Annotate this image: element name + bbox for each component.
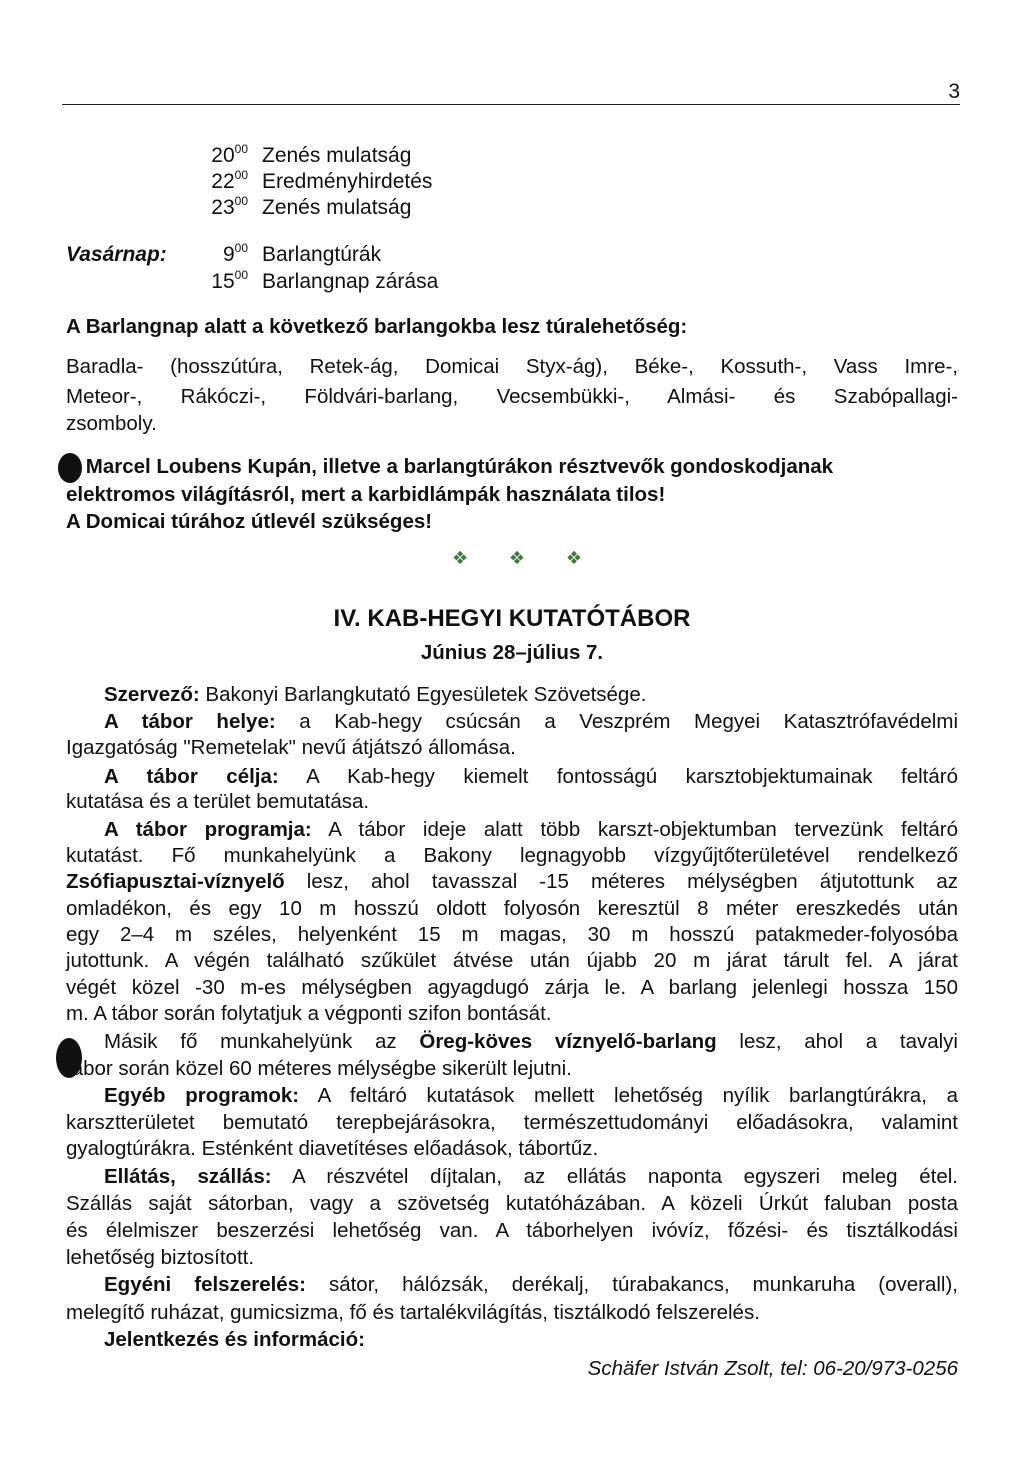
program-line: m. A tábor során folytatjuk a végponti szifon bontását. (66, 1002, 552, 1025)
program-line (66, 869, 958, 895)
schedule-label: Eredményhirdetés (262, 170, 433, 193)
program-label: A tábor programja: (104, 818, 312, 841)
organizer-label: Szervező: (104, 683, 200, 706)
organizer-line (104, 682, 958, 708)
goal-text: A Kab-hegy kiemelt fontosságú karsztobjektumainak feltáró (278, 765, 958, 788)
supply-line (104, 1164, 958, 1190)
other-programs-line: gyalogtúrákra. Esténként diavetítéses előadások, tábortűz. (66, 1137, 599, 1160)
sunday-label: Vasárnap: (66, 243, 167, 266)
schedule-minute: 00 (234, 268, 248, 282)
program-line: kutatást. Fő munkahelyünk a Bakony legnagyobb vízgyűjtőterületével rendelkező (66, 844, 958, 867)
schedule-label: Barlangnap zárása (262, 270, 439, 293)
schedule-label: Zenés mulatság (262, 144, 412, 167)
goal-line (104, 764, 958, 790)
other-programs-line: karsztterületet bemutató terepbejárásokra, természettudományi előadásokra, valamint (66, 1111, 958, 1134)
schedule-hour: 9 (222, 243, 235, 266)
location-label: A tábor helye: (104, 710, 276, 733)
section-title: IV. KAB-HEGYI KUTATÓTÁBOR (333, 605, 691, 632)
schedule-hour: 23 (211, 196, 235, 219)
schedule-row (0, 269, 1024, 295)
schedule-hour: 15 (211, 270, 235, 293)
other-programs-line (104, 1083, 958, 1109)
supply-text: A részvétel díjtalan, az ellátás naponta egyszeri meleg étel. (271, 1165, 958, 1188)
gear-label: Egyéni felszerelés: (104, 1273, 306, 1296)
gear-line: melegítő ruházat, gumicsizma, fő és tartalékvilágítás, tisztálkodó felszerelés. (66, 1301, 760, 1324)
schedule-row (0, 143, 1024, 169)
schedule-minute: 00 (234, 194, 248, 208)
warning-line: A Marcel Loubens Kupán, illetve a barlangtúrákon résztvevők gondoskodjanak (66, 455, 834, 478)
program-line: végét közel -30 m-es mélységben agyagdugó zárja le. A barlang jelenlegi hossza 150 (66, 976, 958, 999)
header-rule (62, 104, 960, 105)
caves-line: zsomboly. (66, 412, 157, 435)
other-programs-label: Egyéb programok: (104, 1084, 300, 1107)
caves-heading: A Barlangnap alatt a következő barlangokba lesz túralehetőség: (66, 315, 688, 338)
contact-info: Schäfer István Zsolt, tel: 06-20/973-0256 (587, 1357, 958, 1380)
ornament-glyph: ❖ (508, 548, 526, 568)
second-site-cave-name: Öreg-köves víznyelő-barlang (419, 1030, 717, 1053)
second-site-line: tábor során közel 60 méteres mélységbe sikerült lejutni. (66, 1057, 572, 1080)
supply-line: és élelmiszer beszerzési lehetőség van. A táborhelyen ivóvíz, főzési- és tisztálkodási (66, 1219, 958, 1242)
schedule-minute: 00 (234, 142, 248, 156)
page-number: 3 (948, 80, 960, 103)
program-line: jutottunk. A végén található szűkület átvése után újabb 20 m járat tárult fel. A járat (66, 949, 958, 972)
program-line (104, 817, 958, 843)
schedule-hour: 22 (211, 170, 235, 193)
other-programs-text: A feltáró kutatások mellett lehetőség nyílik barlangtúrákra, a (299, 1084, 958, 1107)
goal-line: kutatása és a terület bemutatása. (66, 790, 370, 813)
goal-label: A tábor célja: (104, 765, 279, 788)
program-cave-name: Zsófiapusztai-víznyelő (66, 870, 285, 893)
supply-line: lehetőség biztosított. (66, 1246, 255, 1269)
schedule-row (0, 195, 1024, 221)
ornament-divider (452, 548, 582, 569)
location-line (104, 709, 958, 735)
schedule-row (0, 169, 1024, 195)
program-line: omladékon, és egy 10 m hosszú oldott folyosón keresztül 8 méter ereszkedés után (66, 897, 958, 920)
caves-line: Baradla- (hosszútúra, Retek-ág, Domicai Styx-ág), Béke-, Kossuth-, Vass Imre-, (66, 355, 958, 378)
schedule-label: Barlangtúrák (262, 243, 382, 266)
apply-line (104, 1327, 958, 1353)
location-line: Igazgatóság "Remetelak" nevű átjátszó állomása. (66, 736, 516, 759)
ornament-glyph: ❖ (452, 548, 469, 568)
ornament-glyph: ❖ (565, 548, 582, 568)
program-line: egy 2–4 m széles, helyenként 15 m magas, 30 m hosszú patakmeder-folyosóba (66, 923, 958, 946)
location-text: a Kab-hegy csúcsán a Veszprém Megyei Katasztrófavédelmi (275, 710, 958, 733)
gear-text: sátor, hálózsák, derékalj, túrabakancs, munkaruha (overall), (305, 1273, 959, 1296)
schedule-minute: 00 (234, 241, 248, 255)
second-site-text: Másik fő munkahelyünk az (104, 1030, 420, 1053)
schedule-label: Zenés mulatság (262, 196, 412, 219)
second-site-line (104, 1029, 958, 1055)
organizer-text: Bakonyi Barlangkutató Egyesületek Szövetsége. (199, 683, 647, 706)
caves-line: Meteor-, Rákóczi-, Földvári-barlang, Vecsembükki-, Almási- és Szabópallagi- (66, 385, 958, 408)
schedule-minute: 00 (234, 168, 248, 182)
gear-line (104, 1272, 958, 1298)
section-dates: Június 28–július 7. (420, 641, 604, 664)
schedule-hour: 20 (211, 144, 235, 167)
second-site-text: lesz, ahol a tavalyi (716, 1030, 958, 1053)
supply-label: Ellátás, szállás: (104, 1165, 272, 1188)
supply-line: Szállás saját sátorban, vagy a szövetség kutatóházában. A közeli Úrkút faluban posta (66, 1192, 958, 1215)
warning-line: A Domicai túrához útlevél szükséges! (66, 510, 433, 533)
warning-line: elektromos világításról, mert a karbidlámpák használata tilos! (66, 483, 666, 506)
apply-label: Jelentkezés és információ: (104, 1328, 365, 1351)
schedule-row (0, 242, 1024, 268)
program-text: lesz, ahol tavasszal -15 méteres mélységben átjutottunk az (284, 870, 958, 893)
program-text: A tábor ideje alatt több karszt-objektumban tervezünk feltáró (311, 818, 958, 841)
